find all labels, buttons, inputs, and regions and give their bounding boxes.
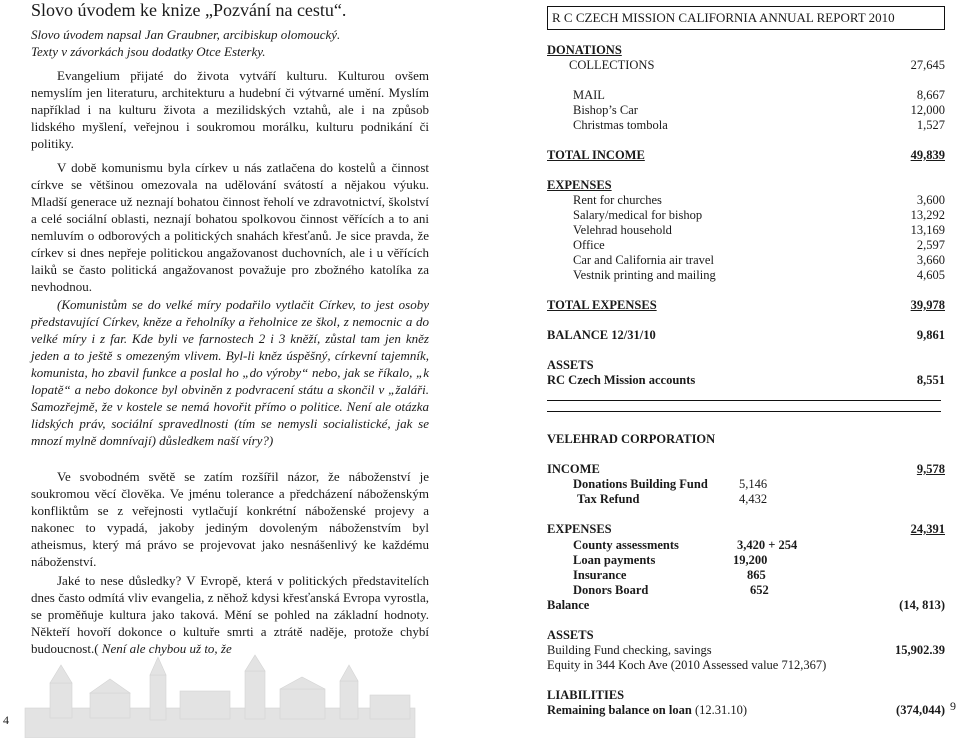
- liabilities-line-date: (12.31.10): [691, 703, 748, 717]
- velehrad-expense-label: Insurance: [573, 568, 627, 582]
- paragraph-1: Evangelium přijaté do života vytváří kulturu. Kulturou ovšem nemyslím jen literaturu, architekturu a hudební či výtvarné umění. Myslím například i na kulturu života a mezilidských vztahů, ale i na způsob lidského myšlení, veřejnou i soukromou morálku, kulturu podnikání či politiky.: [31, 68, 429, 151]
- velehrad-expenses-value: 24,391: [910, 522, 945, 536]
- expenses-label: EXPENSES: [547, 178, 612, 192]
- expense-label: Car and California air travel: [573, 253, 714, 267]
- velehrad-expense-value: 3,420 + 254: [737, 538, 798, 552]
- paragraph-5-italic: Není ale chybou už to, že: [98, 641, 232, 656]
- income-item-label: Donations Building Fund: [573, 477, 708, 491]
- page-number-right: 9: [950, 699, 956, 713]
- total-income-value: 49,839: [910, 148, 945, 162]
- income-item-label: Tax Refund: [577, 492, 640, 506]
- donation-value: 1,527: [916, 118, 945, 132]
- velehrad-asset-value: 15,902.39: [895, 643, 945, 657]
- donation-label: Christmas tombola: [573, 118, 668, 132]
- intro-line-2: Texty v závorkách jsou dodatky Otce Esterky.: [31, 44, 266, 59]
- expense-value: 4,605: [916, 268, 945, 282]
- divider: [547, 411, 941, 412]
- assets-account-value: 8,551: [916, 373, 945, 387]
- paragraph-5: [31, 572, 429, 657]
- expense-value: 13,292: [910, 208, 945, 222]
- paragraph-2: V době komunismu byla církev u nás zatlačena do kostelů a činnost církve se většinou omezovala na udělování svátostí a nějakou výuku. Mladší generace už neznají bohatou činnost řeholí ve zdravotnictví, školství a celé sociální oblasti, neznají bohatou spolkovou činnost věřících a to ani nemluvím o odborových a politických snahách křesťanů. Je sice pravda, že církev si dnes nepřeje politickou angažovanost duchovních, ale i u věřících laiků se často politická angažovanost považuje pro zbožného katolíka za nevhodnou.: [31, 160, 429, 294]
- liabilities-value: (374,044): [896, 703, 945, 717]
- income-item-value: 4,432: [739, 492, 768, 506]
- report-header: R C CZECH MISSION CALIFORNIA ANNUAL REPORT 2010: [547, 6, 945, 30]
- total-expenses-value: 39,978: [910, 298, 945, 312]
- balance-value: 9,861: [916, 328, 945, 342]
- donation-label: COLLECTIONS: [569, 58, 655, 72]
- income-value: 9,578: [916, 462, 945, 476]
- expense-value: 3,600: [916, 193, 945, 207]
- expense-label: Office: [573, 238, 605, 252]
- expense-label: Velehrad household: [573, 223, 672, 237]
- velehrad-expense-label: County assessments: [573, 538, 679, 552]
- balance-label: BALANCE 12/31/10: [547, 328, 656, 342]
- donations-label: DONATIONS: [547, 43, 622, 57]
- velehrad-balance-label: Balance: [547, 598, 590, 612]
- expense-label: Vestnik printing and mailing: [573, 268, 716, 282]
- assets-label: ASSETS: [547, 358, 594, 372]
- donation-value: 12,000: [910, 103, 945, 117]
- expense-label: Salary/medical for bishop: [573, 208, 703, 222]
- velehrad-balance-value: (14, 813): [899, 598, 945, 612]
- donation-label: Bishop’s Car: [573, 103, 638, 117]
- velehrad-expense-value: 865: [747, 568, 766, 582]
- assets-account-label: RC Czech Mission accounts: [547, 373, 696, 387]
- liabilities-label: LIABILITIES: [547, 688, 625, 702]
- velehrad-expense-value: 19,200: [733, 553, 768, 567]
- paragraph-5-text: Jaké to nese důsledky? V Evropě, která v politických představitelích dnes často odmítá vliv evangelia, z něhož kdysi křesťanská Evropa vyrostla, se proměňuje kultura jako taková. Mění se pohled na základní hodnoty. Někteří hovoří dokonce o kultuře smrti a ztrátě naděje, protože chybí budoucnost.(: [31, 573, 429, 656]
- velehrad-expenses-label: EXPENSES: [547, 522, 612, 536]
- left-page: [31, 0, 429, 738]
- velehrad-expense-label: Donors Board: [573, 583, 649, 597]
- paragraph-4: Ve svobodném světě se zatím rozšířil názor, že náboženství je soukromou věcí člověka. Ve jménu tolerance a předcházení náboženským konfliktům se z veřejnosti vytlačují konkrétní náboženské projevy a nakonec to vypadá, jakoby jediným dovoleným náboženstvím byl atheismus, který má právo se projevovat jako nesnášenlivý ke každému náboženství.: [31, 469, 429, 569]
- velehrad-assets-label: ASSETS: [547, 628, 594, 642]
- income-label: INCOME: [547, 462, 600, 476]
- right-page: [547, 0, 945, 738]
- intro-line-1: Slovo úvodem napsal Jan Graubner, arcibiskup olomoucký.: [31, 27, 341, 42]
- article-title: Slovo úvodem ke knize „Pozvání na cestu“.: [31, 0, 347, 20]
- divider: [547, 400, 941, 401]
- velehrad-asset-label: Building Fund checking, savings: [547, 643, 712, 657]
- paragraph-3: (Komunistům se do velké míry podařilo vytlačit Církev, to jest osoby představující Církev, kněze a řeholníky a řeholnice ze škol, z nemocnic a do velké míry i z far. Kde byli ve farnostech 2 i 3 kněží, zůstal tam jen kněz jeden a to ještě s omezeným vlivem. Byl-li kněz úspěšný, církevní tajemník, komunista, ho zbavil funkce a poslal ho „do výroby“ nebo, jak se říkalo, „k lopatě“ a nebo dokonce byl obviněn z podvracení státu a skončil v „žaláři. Samozřejmě, že v kostele se nemá hovořit přímo o politice. Není ale otázka lidských práv, sociální spravedlnosti (tím se nemysli socialistické, jak se mnozí mylně domnívají) důsledkem naší víry?): [31, 297, 429, 448]
- page-number-left: 4: [3, 713, 9, 727]
- town-illustration: [20, 653, 420, 738]
- velehrad-asset-label: Equity in 344 Koch Ave (2010 Assessed value 712,367): [547, 658, 827, 672]
- donation-value: 8,667: [916, 88, 945, 102]
- income-item-value: 5,146: [739, 477, 768, 491]
- liabilities-line-bold: Remaining balance on loan: [547, 703, 692, 717]
- total-income-label: TOTAL INCOME: [547, 148, 645, 162]
- velehrad-expense-label: Loan payments: [573, 553, 656, 567]
- intro-note: [31, 26, 429, 60]
- expense-value: 3,660: [916, 253, 945, 267]
- expense-value: 2,597: [916, 238, 945, 252]
- donation-label: MAIL: [573, 88, 605, 102]
- expense-value: 13,169: [910, 223, 945, 237]
- total-expenses-label: TOTAL EXPENSES: [547, 298, 657, 312]
- velehrad-heading: VELEHRAD CORPORATION: [547, 432, 716, 446]
- expense-label: Rent for churches: [573, 193, 662, 207]
- velehrad-expense-value: 652: [750, 583, 769, 597]
- donation-value: 27,645: [910, 58, 945, 72]
- liabilities-line: [547, 703, 747, 718]
